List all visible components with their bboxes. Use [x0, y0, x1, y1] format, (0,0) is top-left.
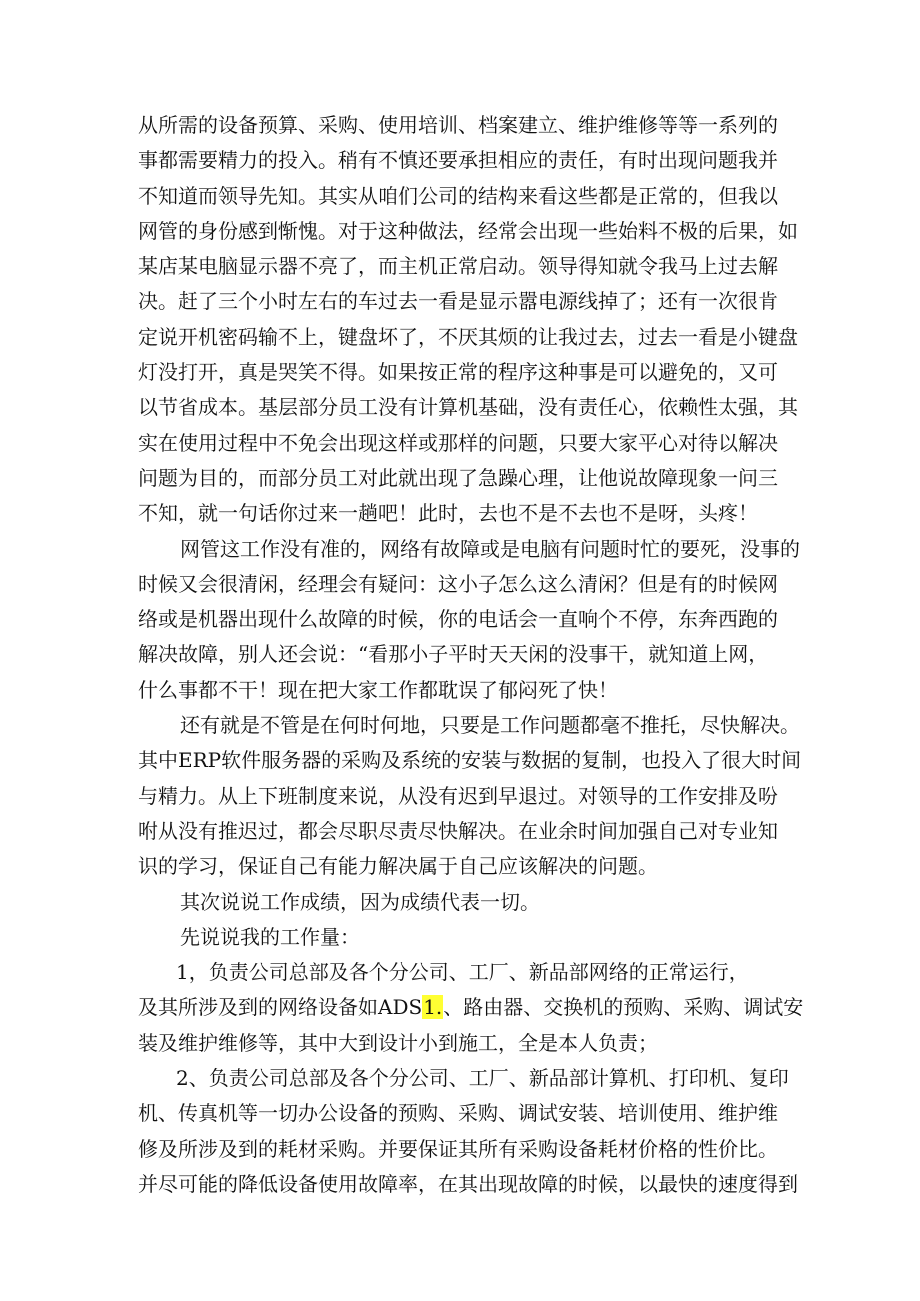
text-line: 装及维护维修等，其中大到设计小到施工，全是本人负责； [138, 1030, 658, 1055]
text-line: 其中ERP软件服务器的采购及系统的安装与数据的复制，也投入了很大时间 [138, 748, 802, 773]
text-line-with-highlight [138, 990, 804, 1025]
text-line: 以节省成本。基层部分员工没有计算机基础，没有责任心，依赖性太强，其 [138, 395, 798, 420]
text-line: 从所需的设备预算、采购、使用培训、档案建立、维护维修等等一系列的 [138, 113, 778, 137]
text-line: 灯没打开，真是哭笑不得。如果按正常的程序这种事是可以避免的，又可 [138, 360, 778, 385]
text-line: 解决故障，别人还会说：“看那小子平时天天闲的没事干，就知道上网， [138, 642, 769, 667]
highlighted-text: 1. [423, 995, 443, 1020]
text-line: 与精力。从上下班制度来说，从没有迟到早退过。对领导的工作安排及吩 [138, 783, 778, 808]
text-line: 时候又会很清闲，经理会有疑问：这小子怎么这么清闲？但是有的时候网 [138, 571, 778, 596]
text-line: 网管的身份感到惭愧。对于这种做法，经常会出现一些始料不极的后果，如 [138, 218, 798, 243]
text-line: 咐从没有推迟过，都会尽职尽责尽快解决。在业余时间加强自己对专业知 [138, 818, 778, 843]
text-line: 不知，就一句话你过来一趟吧！此时，去也不是不去也不是呀，头疼！ [138, 501, 758, 526]
text-line: 识的学习，保证自己有能力解决属于自己应该解决的问题。 [138, 854, 658, 879]
text-segment: 及其所涉及到的网络设备如ADS [138, 995, 423, 1020]
list-item-line: 2、负责公司总部及各个分公司、工厂、新品部计算机、打印机、复印 [176, 1066, 789, 1091]
text-line: 络或是机器出现什么故障的时候，你的电话会一直响个不停，东奔西跑的 [138, 607, 778, 632]
text-line: 不知道而领导先知。其实从咱们公司的结构来看这些都是正常的，但我以 [138, 183, 778, 208]
document-page [138, 108, 804, 1202]
text-line: 机、传真机等一切办公设备的预购、采购、调试安装、培训使用、维护维 [138, 1101, 778, 1126]
text-line: 实在使用过程中不免会出现这样或那样的问题，只要大家平心对待以解决 [138, 430, 778, 455]
text-segment: 、路由器、交换机的预购、采购、调试安 [443, 995, 804, 1020]
text-line: 修及所涉及到的耗材采购。并要保证其所有采购设备耗材价格的性价比。 [138, 1136, 778, 1161]
text-line: 什么事都不干！现在把大家工作都耽误了郁闷死了快！ [138, 677, 618, 702]
paragraph-start-line: 网管这工作没有准的，网络有故障或是电脑有问题时忙的要死，没事的 [180, 536, 800, 561]
text-line: 决。赶了三个小时左右的车过去一看是显示嚣电源线掉了；还有一次很肯 [138, 289, 778, 314]
text-line: 并尽可能的降低设备使用故障率，在其出现故障的时候，以最快的速度得到 [138, 1171, 798, 1196]
text-line: 问题为目的，而部分员工对此就出现了急躁心理，让他说故障现象一问三 [138, 465, 778, 490]
text-line: 事都需要精力的投入。稍有不慎还要承担相应的责任，有时出现问题我并 [138, 148, 778, 173]
text-line: 定说开机密码输不上，键盘坏了，不厌其烦的让我过去，过去一看是小键盘 [138, 324, 798, 349]
text-line: 某店某电脑显示器不亮了，而主机正常启动。领导得知就令我马上过去解 [138, 254, 778, 279]
list-item-line: 1，负责公司总部及各个分公司、工厂、新品部网络的正常运行， [176, 960, 749, 985]
paragraph-start-line: 还有就是不管是在何时何地，只要是工作问题都毫不推托，尽快解决。 [180, 713, 800, 738]
section-heading-line: 先说说我的工作量： [180, 924, 360, 949]
section-heading-line: 其次说说工作成绩，因为成绩代表一切。 [180, 889, 540, 914]
